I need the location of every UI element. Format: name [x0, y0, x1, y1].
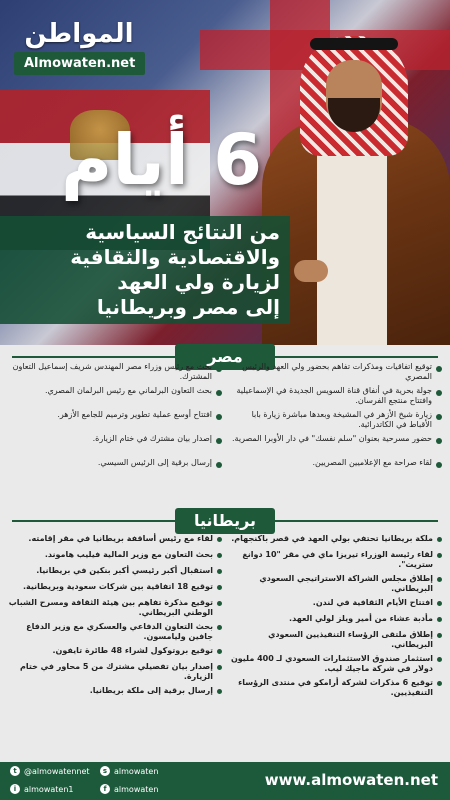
list-item: [228, 598, 442, 610]
subtitle-line: من النتائج السياسية: [85, 220, 280, 244]
list-item: [8, 434, 222, 454]
facebook-text: almowaten: [114, 784, 159, 794]
list-item-text: إطلاق مجلس الشراكة الاستراتيجي السعودي البريطاني.: [259, 574, 433, 593]
list-item: [228, 362, 442, 382]
brand-logo[interactable]: [14, 18, 144, 75]
britain-results: [0, 534, 450, 759]
logo-arabic-text: المواطن: [24, 19, 134, 49]
britain-heading: بريطانيا: [175, 508, 275, 534]
bullet-icon: [436, 414, 442, 420]
list-item-text: افتتاح الأيام الثقافية في لندن.: [312, 598, 433, 607]
bullet-icon: [216, 390, 222, 396]
list-item: [8, 534, 222, 546]
egypt-left-column: [8, 362, 222, 482]
twitter-icon: t: [10, 766, 20, 776]
hand: [294, 260, 328, 282]
list-item: [8, 410, 222, 430]
snapchat-icon: s: [100, 766, 110, 776]
bullet-icon: [436, 462, 442, 468]
list-item: [228, 458, 442, 478]
list-item-text: زيارة شيخ الأزهر في المشيخة وبعدها مباشرة زيارة بابا الأقباط في الكاتدرائية.: [251, 410, 432, 429]
list-item-text: بحث التعاون البرلماني مع رئيس البرلمان المصري.: [44, 386, 212, 395]
bullet-icon: [217, 665, 222, 670]
list-item: [8, 566, 222, 578]
list-item-text: توقيع بروتوكول لشراء 48 طائرة تايفون.: [52, 646, 213, 655]
list-item: [228, 434, 442, 454]
instagram-text: almowaten1: [24, 784, 74, 794]
snapchat-text: almowaten: [114, 766, 159, 776]
crown-prince-portrait: [262, 28, 450, 345]
agal: [310, 38, 398, 50]
bullet-icon: [437, 657, 442, 662]
bullet-icon: [437, 633, 442, 638]
list-item: [8, 622, 222, 642]
list-item: [228, 678, 442, 698]
list-item-text: إصدار بيان مشترك في ختام الزيارة.: [92, 434, 212, 443]
list-item-text: جولة بحرية في أنفاق قناة السويس الجديدة في الإسماعيلية وافتتاح منتجع الفرسان.: [236, 386, 432, 405]
subtitle-line: إلى مصر وبريطانيا: [96, 295, 280, 319]
twitter-handle[interactable]: [10, 766, 90, 776]
hero-banner: [0, 0, 450, 345]
list-item: [8, 550, 222, 562]
list-item: [228, 550, 442, 570]
subtitle-line: والاقتصادية والثقافية: [70, 245, 280, 269]
footer: [0, 762, 450, 800]
bullet-icon: [437, 537, 442, 542]
bullet-icon: [217, 569, 222, 574]
subtitle-banner: [0, 216, 290, 324]
bullet-icon: [217, 585, 222, 590]
list-item: [8, 362, 222, 382]
facebook-icon: f: [100, 784, 110, 794]
list-item: [8, 662, 222, 682]
list-item: [228, 654, 442, 674]
bullet-icon: [217, 601, 222, 606]
bullet-icon: [216, 366, 222, 372]
bullet-icon: [217, 537, 222, 542]
britain-section-header: [0, 508, 450, 534]
bullet-icon: [437, 601, 442, 606]
list-item: [8, 458, 222, 478]
website-link[interactable]: www.almowaten.net: [264, 771, 438, 789]
list-item: [228, 534, 442, 546]
list-item-text: افتتاح أوسع عملية تطوير وترميم للجامع الأزهر.: [57, 410, 212, 419]
list-item: [228, 614, 442, 626]
bullet-icon: [436, 366, 442, 372]
instagram-icon: i: [10, 784, 20, 794]
logo-english-text: Almowaten.net: [14, 52, 145, 75]
bullet-icon: [436, 390, 442, 396]
list-item: [228, 574, 442, 594]
list-item-text: إرسال برقية إلى ملكة بريطانيا.: [89, 686, 213, 695]
list-item-text: بحث مع رئيس وزراء مصر المهندس شريف إسماعيل التعاون المشترك.: [12, 362, 212, 381]
list-item-text: بحث التعاون مع وزير المالية فيليب هاموند.: [44, 550, 213, 559]
list-item: [228, 630, 442, 650]
list-item-text: استثمار صندوق الاستثمارات السعودي لـ 400 مليون دولار في شركة ماجيك ليب.: [230, 654, 433, 673]
list-item: [8, 582, 222, 594]
bullet-icon: [437, 617, 442, 622]
list-item: [228, 410, 442, 430]
bullet-icon: [216, 414, 222, 420]
list-item: [8, 686, 222, 698]
list-item: [8, 386, 222, 406]
list-item-text: إصدار بيان تفصيلي مشترك من 5 محاور في ختام الزيارة.: [19, 662, 213, 681]
britain-right-column: [228, 534, 442, 702]
list-item-text: لقاء مع رئيس أساقفة بريطانيا في مقر إقامته.: [28, 534, 213, 543]
bullet-icon: [216, 462, 222, 468]
bullet-icon: [437, 681, 442, 686]
bullet-icon: [217, 689, 222, 694]
snapchat-handle[interactable]: [100, 766, 158, 776]
list-item: [228, 386, 442, 406]
list-item-text: حضور مسرحية بعنوان "سلم نفسك" في دار الأوبرا المصرية.: [232, 434, 432, 443]
thobe: [317, 128, 387, 345]
list-item-text: ملكة بريطانيا تحتفي بولي العهد في قصر باكنجهام.: [231, 534, 433, 543]
list-item: [8, 598, 222, 618]
list-item-text: لقاء صراحة مع الإعلاميين المصريين.: [312, 458, 432, 467]
subtitle-line: لزيارة ولي العهد: [117, 270, 280, 294]
six-days-title: 6 أيام: [61, 119, 262, 201]
bullet-icon: [217, 553, 222, 558]
twitter-text: @almowatennet: [24, 766, 90, 776]
egypt-right-column: [228, 362, 442, 482]
list-item-text: لقاء رئيسة الوزراء تيريزا ماي في مقر "10 دوانغ ستريت".: [242, 550, 433, 569]
bullet-icon: [437, 553, 442, 558]
bullet-icon: [437, 577, 442, 582]
list-item-text: توقيع مذكرة تفاهم بين هيئة الثقافة ومسرح الشباب الوطني البريطاني.: [8, 598, 213, 617]
bullet-icon: [217, 625, 222, 630]
egypt-results: [0, 362, 450, 504]
list-item: [8, 646, 222, 658]
egypt-heading: مصر: [175, 344, 275, 370]
list-item-text: توقيع 18 اتفاقية بين شركات سعودية وبريطانية.: [23, 582, 213, 591]
list-item-text: استقبال أكبر رئيسي أكبر بنكين في بريطانيا.: [36, 566, 213, 575]
list-item-text: توقيع اتفاقيات ومذكرات تفاهم بحضور ولي العهد والرئيس المصري: [242, 362, 432, 381]
list-item-text: مأدبة عشاء من أمير ويلز لولي العهد.: [289, 614, 433, 623]
list-item-text: إرسال برقية إلى الرئيس السيسي.: [97, 458, 212, 467]
list-item-text: إطلاق ملتقى الرؤساء التنفيذيين السعودي البريطاني.: [268, 630, 433, 649]
instagram-handle[interactable]: [10, 784, 73, 794]
bullet-icon: [216, 438, 222, 444]
bullet-icon: [436, 438, 442, 444]
bullet-icon: [217, 649, 222, 654]
list-item-text: توقيع 6 مذكرات لشركة أرامكو في منتدى الرؤساء التنفيذيين.: [238, 678, 433, 697]
list-item-text: بحث التعاون الدفاعي والعسكري مع وزير الدفاع جافين وليامسون.: [26, 622, 213, 641]
facebook-handle[interactable]: [100, 784, 158, 794]
britain-left-column: [8, 534, 222, 702]
